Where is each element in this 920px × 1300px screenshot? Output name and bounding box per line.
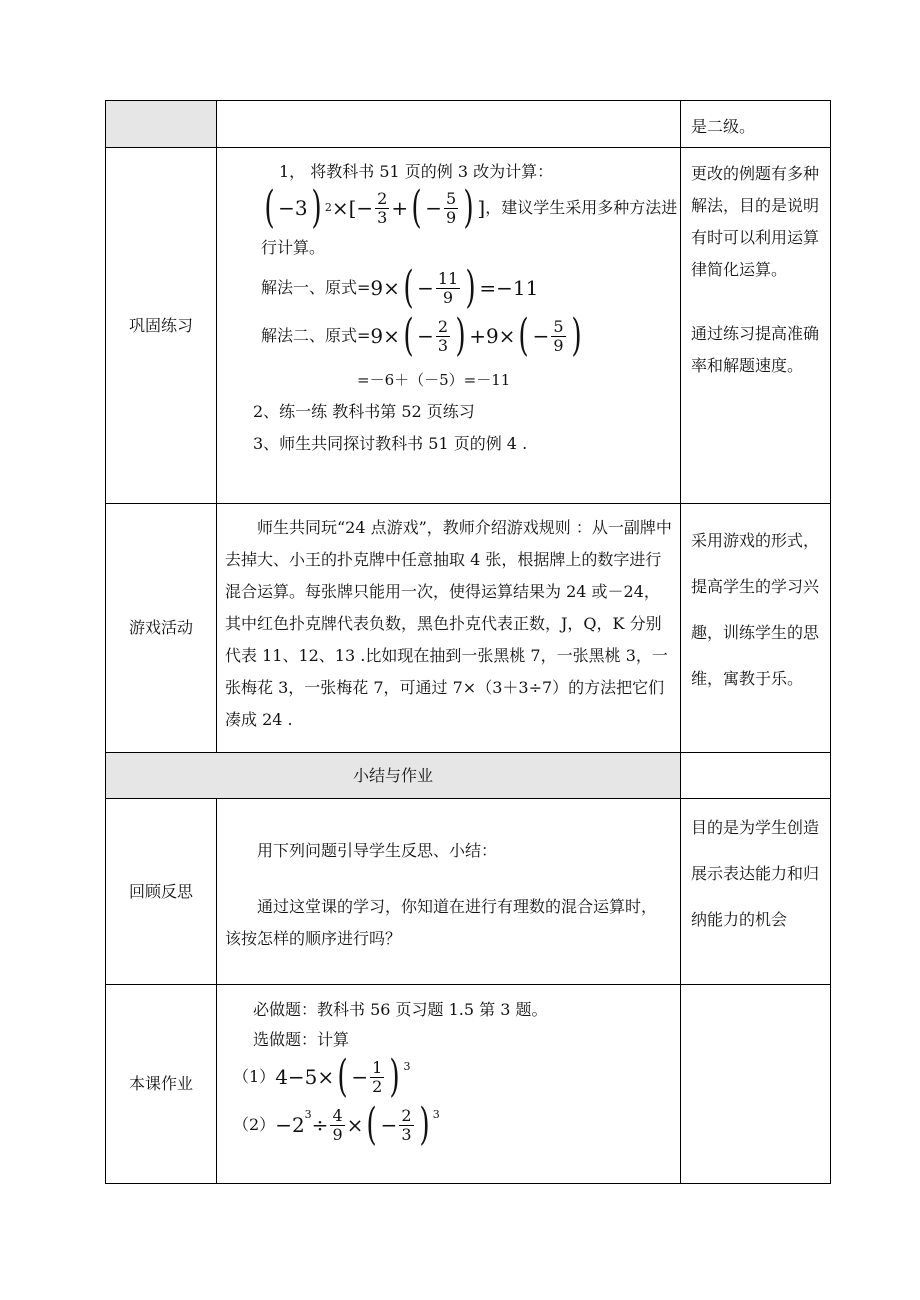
empty-content-cell [217,101,681,148]
content-cell [217,985,681,1184]
item2: 2、练一练 教科书第 52 页练习 [253,402,475,421]
review-line1: 用下列问题引导学生反思、小结： [257,841,498,860]
row-label: 巩固练习 [106,148,217,504]
table-row [106,985,831,1184]
homework-q1: （1） 4−5× ( − $\frac{1}{2}$ ) $^3$ [233,1051,411,1102]
note-text: 通过练习提高准确率和解题速度。 [691,324,820,375]
solution-1: 解法一、原式= 9× ( − $\frac{11}{9}$ ) =−11 [261,262,539,313]
empty-note-cell [681,985,831,1184]
content-cell [217,148,681,504]
item1-intro: 1， 将教科书 51 页的例 3 改为计算： [279,162,554,181]
review-line2: 通过这堂课的学习，你知道在进行有理数的混合运算时，该按怎样的顺序进行吗？ [225,897,658,948]
note-text: 更改的例题有多种解法，目的是说明有时可以利用运算律简化运算。 [691,164,820,279]
note-cell [681,101,831,148]
row-label: 本课作业 [106,985,217,1184]
table-row [106,101,831,148]
note-cell [681,799,831,985]
section-header: 小结与作业 [106,753,681,799]
note-cell [681,504,831,753]
note-text: 目的是为学生创造展示表达能力和归纳能力的机会 [691,818,820,929]
solution-2: 解法二、原式= 9× ( − $\frac{2}{3}$ ) +9× ( − $\frac{5}{9}$ ) [261,310,582,361]
note-cell [681,148,831,504]
row-label: 回顾反思 [106,799,217,985]
table-row [106,148,831,504]
table-row [106,799,831,985]
note-text: 是二级。 [691,117,756,136]
homework-required: 必做题：教科书 56 页习题 1.5 第 3 题。 [253,1000,548,1019]
solution-2-line2: =－6＋（－5）=－11 [357,371,511,389]
table-row [106,504,831,753]
empty-note-cell [681,753,831,799]
item1-suffix: ，建议学生采用多种方法进 [485,198,678,217]
content-cell [217,799,681,985]
lesson-plan-table [105,100,831,1184]
item3: 3、师生共同探讨教科书 51 页的例 4 . [253,434,528,453]
item1-cont: 行计算。 [261,238,326,257]
table-row [106,753,831,799]
empty-label-cell [106,101,217,148]
content-cell [217,504,681,753]
example-formula: ( −3 ) 2 ×[− $\frac{2}{3}$ + ( − $\frac{5}{9}$ ) ] ，建议学生采用多种方法进 [264,182,678,233]
game-text: 师生共同玩“24 点游戏”，教师介绍游戏规则 ：从一副牌中去掉大、小王的扑克牌中任意抽取 4 张，根据牌上的数字进行混合运算。每张牌只能用一次，使得运算结果为 24 或－24，其中红色扑克牌代表负数，黑色扑克代表正数，J，Q，K 分别代表 11、12、13 .比如现在抽到一张黑桃 7，一张黑桃 3，一张梅花 3，一张梅花 7，可通过 7×（3＋3÷7）的方法把它们凑成 24 . [225,518,672,729]
homework-optional: 选做题：计算 [253,1030,350,1049]
note-text: 采用游戏的形式，提高学生的学习兴趣，训练学生的思维，寓教于乐。 [691,531,820,688]
row-label: 游戏活动 [106,504,217,753]
homework-q2: （2） −2 3 ÷ $\frac{4}{9}$ × ( − $\frac{2}{3}$ ) $^3$ [233,1099,440,1150]
